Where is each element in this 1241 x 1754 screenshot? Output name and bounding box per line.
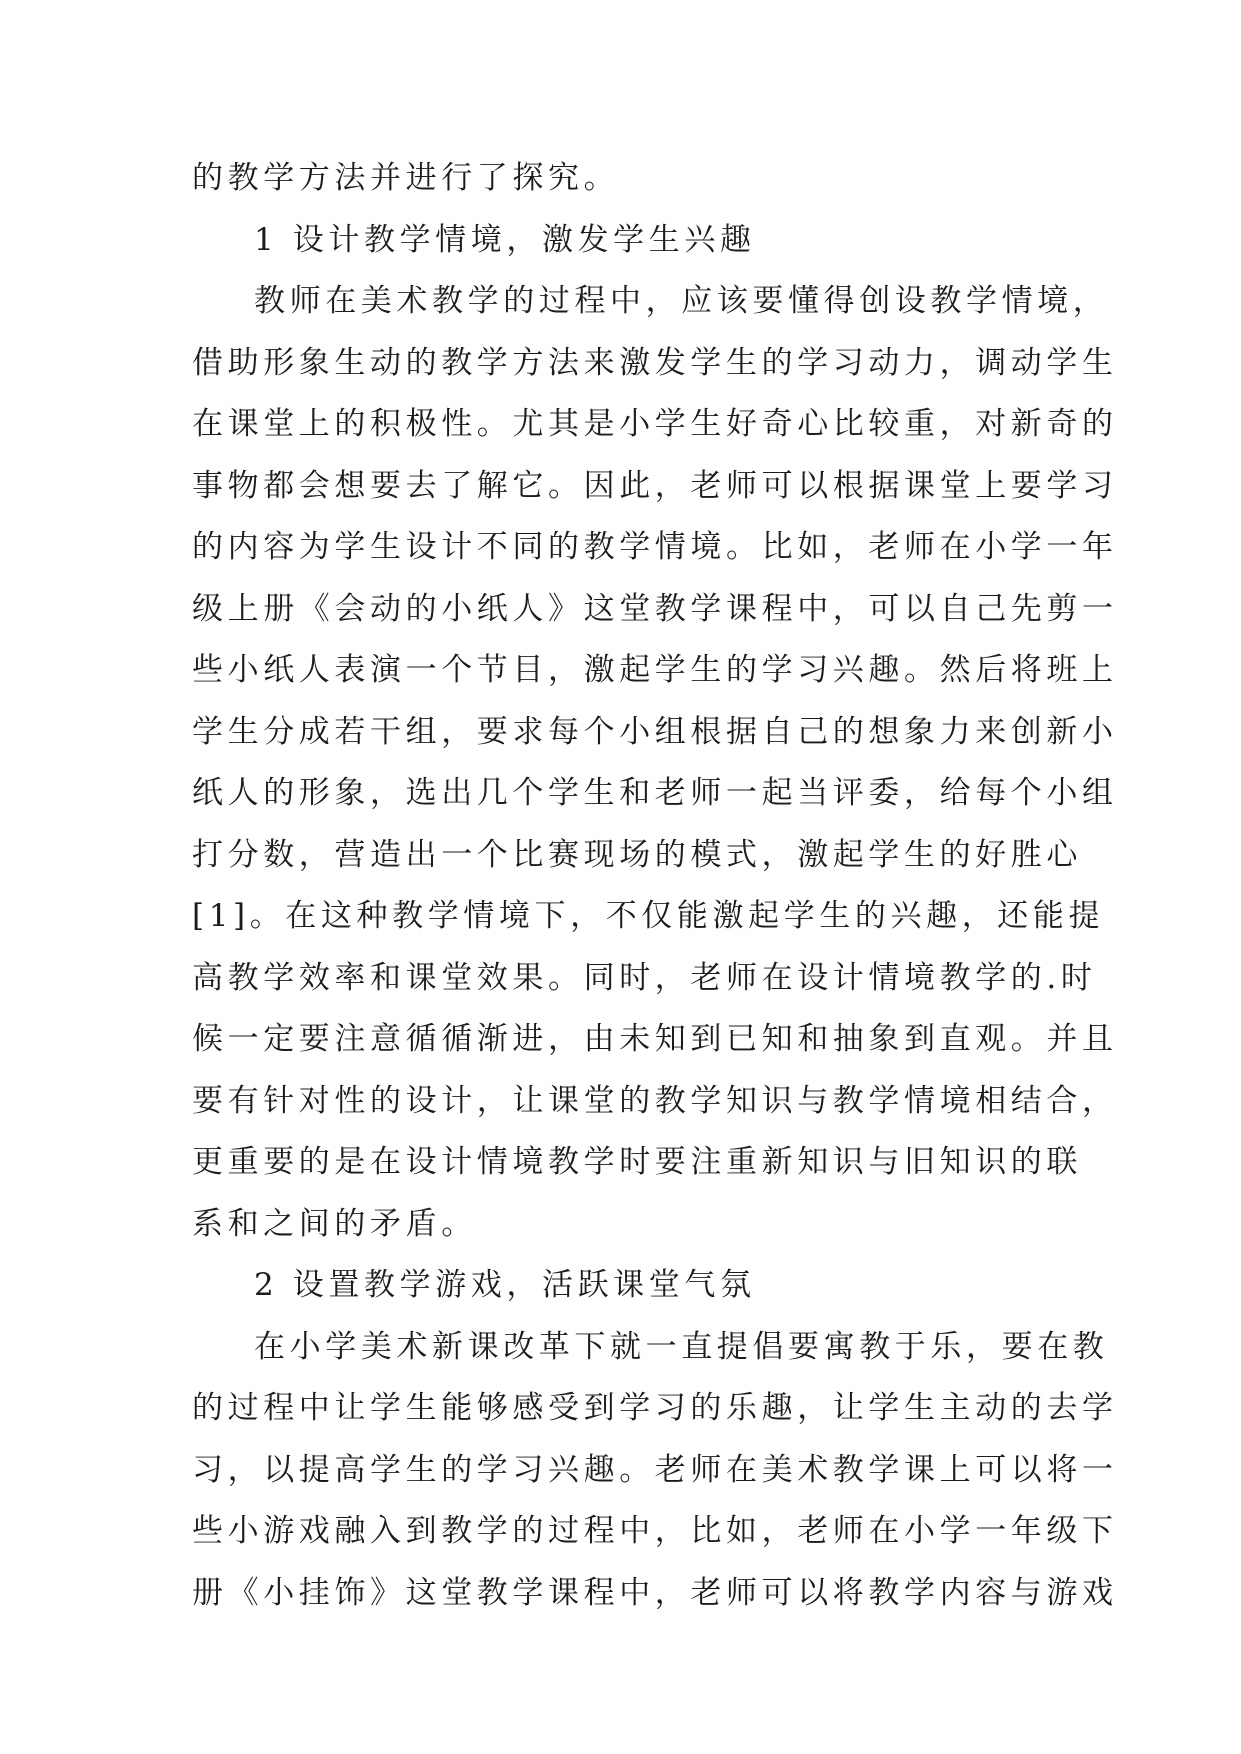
article-body [192,148,1118,1624]
text-line: 要有针对性的设计，让课堂的教学知识与教学情境相结合， [192,1082,1118,1119]
text-line: 级上册《会动的小纸人》这堂教学课程中，可以自己先剪一 [192,590,1118,627]
text-line: 的教学方法并进行了探究。 [192,160,620,196]
text-line: 在小学美术新课改革下就一直提倡要寓教于乐，要在教 [254,1328,1109,1365]
text-line: 候一定要注意循循渐进，由未知到已知和抽象到直观。并且 [192,1021,1118,1057]
text-line: [1]。在这种教学情境下，不仅能激起学生的兴趣，还能提 [192,898,1105,934]
text-line: 更重要的是在设计情境教学时要注重新知识与旧知识的联 [192,1144,1082,1180]
text-line: 的过程中让学生能够感受到学习的乐趣，让学生主动的去学 [192,1390,1118,1426]
text-line: 打分数，营造出一个比赛现场的模式，激起学生的好胜心 [192,836,1082,873]
text-line: 册《小挂饰》这堂教学课程中，老师可以将教学内容与游戏 [192,1574,1118,1611]
section-heading-2: 2 设置教学游戏，活跃课堂气氛 [254,1267,756,1303]
text-line: 事物都会想要去了解它。因此，老师可以根据课堂上要学习 [192,467,1118,504]
text-line: 系和之间的矛盾。 [192,1205,477,1242]
text-line: 学生分成若干组，要求每个小组根据自己的想象力来创新小 [192,713,1118,750]
text-line: 借助形象生动的教学方法来激发学生的学习动力，调动学生 [192,344,1118,381]
text-line: 纸人的形象，选出几个学生和老师一起当评委，给每个小组 [192,775,1118,811]
text-line: 高教学效率和课堂效果。同时，老师在设计情境教学的.时 [192,959,1097,996]
text-line: 些小游戏融入到教学的过程中，比如，老师在小学一年级下 [192,1513,1118,1549]
section-heading-1: 1 设计教学情境，激发学生兴趣 [254,221,756,258]
text-line: 教师在美术教学的过程中，应该要懂得创设教学情境， [254,283,1109,319]
text-line: 习，以提高学生的学习兴趣。老师在美术教学课上可以将一 [192,1451,1118,1488]
text-line: 的内容为学生设计不同的教学情境。比如，老师在小学一年 [192,529,1118,565]
text-line: 些小纸人表演一个节目，激起学生的学习兴趣。然后将班上 [192,652,1118,688]
text-line: 在课堂上的积极性。尤其是小学生好奇心比较重，对新奇的 [192,406,1118,442]
